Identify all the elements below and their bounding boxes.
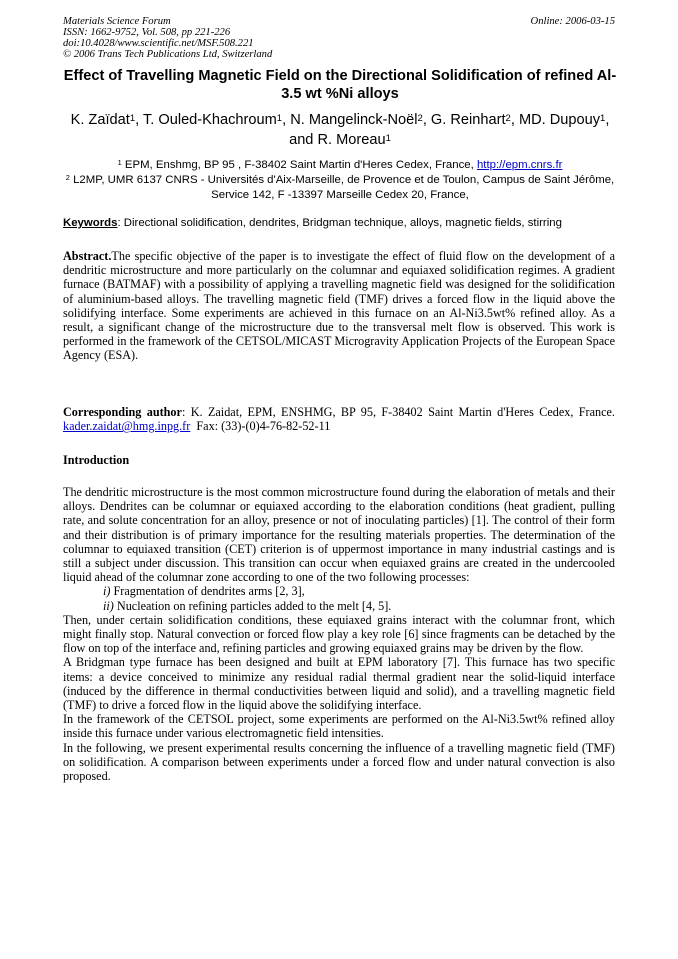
- fax-text: Fax: (33)-(0)4-76-82-52-11: [190, 419, 331, 434]
- author: G. Reinhart$^2$,: [430, 112, 519, 128]
- author: K. Zaïdat$^1$,: [70, 112, 143, 128]
- author: N. Mangelinck-Noël$^2$,: [290, 112, 431, 128]
- affiliation-website-link[interactable]: http://epm.cnrs.fr: [476, 159, 563, 171]
- corresponding-text: : K. Zaidat, EPM, ENSHMG, BP 95, F-38402 Saint Martin d'Heres Cedex, France.: [181, 405, 615, 419]
- paragraph: In the framework of the CETSOL project, some experiments are performed on the Al-Ni3.5wt% refined alloy inside this furnace under various electromagnetic field intensities.: [63, 712, 615, 741]
- author: T. Ouled-Khachroum$^1$,: [142, 112, 291, 128]
- author: R. Moreau$^1$: [317, 132, 391, 148]
- journal-header: [63, 16, 615, 60]
- affiliations: [60, 158, 620, 203]
- list-item: ii) Nucleation on refining particles added to the melt [4, 5].: [103, 598, 392, 613]
- journal-doi: doi:10.4028/www.scientific.net/MSF.508.221: [63, 38, 254, 49]
- keywords: [63, 216, 623, 231]
- journal-issn: ISSN: 1662-9752, Vol. 508, pp 221-226: [63, 27, 231, 38]
- author: MD. Dupouy$^1$, and: [289, 112, 610, 148]
- paragraph: The dendritic microstructure is the most common microstructure found during the elaboration of metals and their alloys. Dendrites can be columnar or equiaxed according to the elaboration conditions (heat gradient, pulling rate, and solute concentration for an alloy, presence or not of inoculating particles) [1]. The control of their form and their distribution is of primary importance for the resulting materials properties. The determination of the columnar to equiaxed transition (CET) criterion is of uppermost importance in many industrial castings and is still a subject under discussion. This transition can occur when equiaxed grains are created in the undercooled liquid ahead of the columnar zone according to one of the two following processes:: [63, 485, 615, 585]
- introduction-section: [63, 485, 615, 783]
- abstract-label: Abstract.: [63, 249, 112, 263]
- abstract-text: The specific objective of the paper is to investigate the effect of fluid flow on the development of a dendritic microstructure and more particularly on the columnar and equiaxed solidification regimes. A gradient furnace (BATMAF) with a possibility of applying a travelling magnetic field was designed for the solidification of aluminium-based alloys. The travelling magnetic field (TMF) drives a forced flow in the liquid above the solidifying interface. Some experiments are achieved in this furnace on an Al-Ni3.5wt% refined alloy. As a result, a significant change of the microstructure due to the transversal melt flow is observed. This work is performed in the framework of the CETSOL/MICAST Microgravity Application Projects of the European Space Agency (ESA).: [63, 249, 615, 363]
- abstract: [63, 249, 615, 363]
- keywords-text: : Directional solidification, dendrites, Bridgman technique, alloys, magnetic fields, stirring: [117, 217, 562, 229]
- paragraph: In the following, we present experimental results concerning the influence of a travelling magnetic field (TMF) on solidification. A comparison between experiments under a forced flow and under natural convection is also proposed.: [63, 740, 615, 784]
- paragraph: Then, under certain solidification conditions, these equiaxed grains interact with the columnar front, which might finally stop. Natural convection or forced flow play a key role [6] since fragments can be detached by the flow on top of the interface and, refining particles and growing equiaxed grains may be driven by the flow.: [63, 612, 615, 656]
- author-list: [60, 110, 620, 150]
- journal-copyright: © 2006 Trans Tech Publications Ltd, Switzerland: [63, 49, 273, 60]
- list-item: i) Fragmentation of dendrites arms [2, 3],: [103, 584, 305, 599]
- email-link[interactable]: kader.zaidat@hmg.inpg.fr: [63, 419, 191, 434]
- corresponding-author: [63, 405, 615, 433]
- corresponding-label: Corresponding author: [63, 405, 182, 419]
- keywords-label: Keywords: [63, 217, 118, 229]
- paper-title: Effect of Travelling Magnetic Field on the Directional Solidification of refined Al-3.5 wt %Ni alloys: [63, 68, 617, 102]
- affiliation-2: $^2$ L2MP, UMR 6137 CNRS - Universités d'Aix-Marseille, de Provence et de Toulon, Campus de Saint Jérôme, Service 142, F -13397 Marseille Cedex 20, France,: [65, 173, 615, 201]
- paragraph: A Bridgman type furnace has been designed and built at EPM laboratory [7]. This furnace has two specific items: a device conceived to minimize any residual radial thermal gradient near the solid-liquid interface (induced by the difference in thermal conductivities between liquid and solid), and a travelling magnetic field (TMF) to drive a forced flow in the liquid above the solidifying interface.: [63, 655, 615, 713]
- online-date: Online: 2006-03-15: [530, 16, 615, 27]
- affiliation-1: $^1$ EPM, Enshmg, BP 95 , F-38402 Saint Martin d'Heres Cedex, France, http://epm.cnrs.fr: [117, 158, 563, 171]
- journal-name: Materials Science Forum: [63, 16, 171, 27]
- section-heading-introduction: Introduction: [63, 453, 130, 467]
